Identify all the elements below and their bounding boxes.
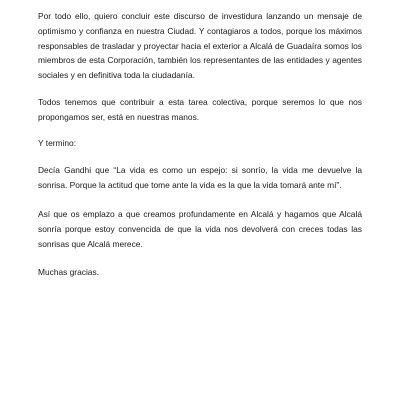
paragraph-y-termino: Y termino: [38,138,77,148]
paragraph-collective-task: Todos tenemos que contribuir a esta tarea colectiva, porque seremos lo que nos propongamos ser, está en nuestras manos. [38,97,362,122]
paragraph-alcala-smile: Así que os emplazo a que creamos profundamente en Alcalá y hagamos que Alcalá sonría porque estoy convencida de que la vida nos devolverá con creces todas las sonrisas que Alcalá merece. [38,209,362,249]
paragraph-conclusion: Por todo ello, quiero concluir este discurso de investidura lanzando un mensaje de optimismo y confianza en nuestra Ciudad. Y contagiaros a todos, porque los máximos responsables de trasladar y proyectar hacia el exterior a Alcalá de Guadaíra somos los miembros de esta Corporación, también los representantes de las entidades y agentes sociales y en definitiva toda la ciudadanía. [38,11,362,81]
paragraph-gandhi-quote: Decía Gandhi que “La vida es como un espejo: si sonrío, la vida me devuelve la sonrisa. Porque la actitud que tome ante la vida es la que la vida tomará ante mí”. [38,165,362,190]
paragraph-thanks: Muchas gracias. [38,267,99,277]
